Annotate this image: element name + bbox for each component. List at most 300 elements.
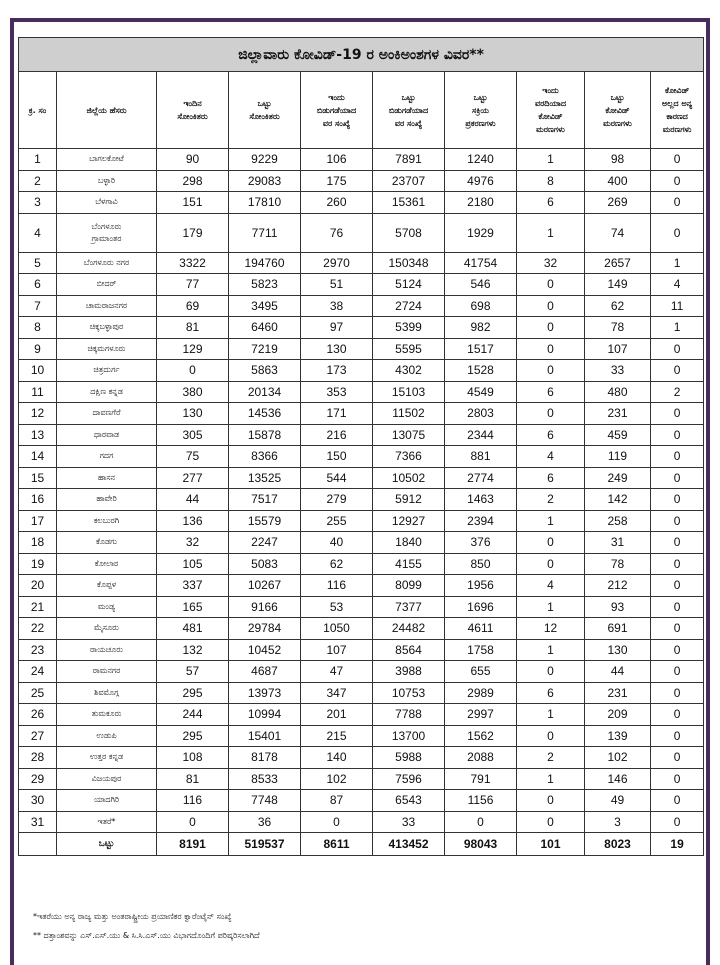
value-cell: 7891 xyxy=(373,149,445,171)
district-name-cell: ಮೈಸೂರು xyxy=(57,618,157,640)
value-cell: 5988 xyxy=(373,747,445,769)
value-cell: 400 xyxy=(585,170,651,192)
value-cell: 6 xyxy=(517,682,585,704)
value-cell: 7219 xyxy=(229,338,301,360)
value-cell: 1840 xyxy=(373,532,445,554)
total-value-cell: 8191 xyxy=(157,833,229,856)
district-name-cell: ಬಳ್ಳಾರಿ xyxy=(57,170,157,192)
value-cell: 481 xyxy=(157,618,229,640)
value-cell: 3322 xyxy=(157,252,229,274)
value-cell: 0 xyxy=(651,489,704,511)
table-row xyxy=(19,575,704,597)
table-row xyxy=(19,510,704,532)
value-cell: 212 xyxy=(585,575,651,597)
value-cell: 13075 xyxy=(373,424,445,446)
value-cell: 8366 xyxy=(229,446,301,468)
value-cell: 105 xyxy=(157,553,229,575)
table-row xyxy=(19,403,704,425)
serial-cell: 20 xyxy=(19,575,57,597)
value-cell: 380 xyxy=(157,381,229,403)
value-cell: 5083 xyxy=(229,553,301,575)
value-cell: 480 xyxy=(585,381,651,403)
value-cell: 6 xyxy=(517,424,585,446)
table-row xyxy=(19,596,704,618)
table-row xyxy=(19,489,704,511)
value-cell: 7596 xyxy=(373,768,445,790)
value-cell: 0 xyxy=(651,682,704,704)
serial-cell: 3 xyxy=(19,192,57,214)
value-cell: 982 xyxy=(445,317,517,339)
value-cell: 0 xyxy=(517,338,585,360)
serial-cell: 18 xyxy=(19,532,57,554)
district-name-cell: ಉಡುಪಿ xyxy=(57,725,157,747)
column-header: ಇಂದಿನ ಸೋಂಕಿತರು xyxy=(157,72,229,149)
value-cell: 0 xyxy=(651,661,704,683)
value-cell: 130 xyxy=(301,338,373,360)
value-cell: 75 xyxy=(157,446,229,468)
value-cell: 1 xyxy=(517,596,585,618)
table-row xyxy=(19,338,704,360)
total-value-cell xyxy=(19,833,57,856)
total-value-cell: 98043 xyxy=(445,833,517,856)
value-cell: 146 xyxy=(585,768,651,790)
value-cell: 44 xyxy=(157,489,229,511)
value-cell: 0 xyxy=(651,213,704,252)
value-cell: 44 xyxy=(585,661,651,683)
value-cell: 142 xyxy=(585,489,651,511)
value-cell: 1696 xyxy=(445,596,517,618)
column-header: ಇಂದು ವರದಿಯಾದ ಕೋವಿಡ್ ಮರಣಗಳು xyxy=(517,72,585,149)
value-cell: 33 xyxy=(373,811,445,833)
value-cell: 132 xyxy=(157,639,229,661)
value-cell: 0 xyxy=(517,661,585,683)
value-cell: 8099 xyxy=(373,575,445,597)
table-row xyxy=(19,747,704,769)
value-cell: 1 xyxy=(517,704,585,726)
value-cell: 5823 xyxy=(229,274,301,296)
value-cell: 3 xyxy=(585,811,651,833)
district-name-cell: ಇತರೆ* xyxy=(57,811,157,833)
value-cell: 260 xyxy=(301,192,373,214)
total-value-cell: 8023 xyxy=(585,833,651,856)
value-cell: 0 xyxy=(517,274,585,296)
value-cell: 279 xyxy=(301,489,373,511)
value-cell: 2989 xyxy=(445,682,517,704)
total-value-cell: 519537 xyxy=(229,833,301,856)
value-cell: 13525 xyxy=(229,467,301,489)
serial-cell: 31 xyxy=(19,811,57,833)
value-cell: 4 xyxy=(517,446,585,468)
value-cell: 8564 xyxy=(373,639,445,661)
district-name-cell: ಬೆಂಗಳೂರು ಗ್ರಾಮಾಂತರ xyxy=(57,213,157,252)
value-cell: 77 xyxy=(157,274,229,296)
value-cell: 1 xyxy=(651,252,704,274)
value-cell: 0 xyxy=(651,553,704,575)
footnote-data-source: ** ದತ್ತಾಂಶವನ್ನು ಎಸ್.ಎಸ್.ಯು & ಸಿ.ಸಿ.ಎಸ್.ಯು ವಿಭಾಗದೊಂದಿಗೆ ಪರಿಷ್ಕರಿಸಲಾಗಿದೆ xyxy=(33,931,260,940)
table-row xyxy=(19,704,704,726)
value-cell: 0 xyxy=(651,639,704,661)
value-cell: 11 xyxy=(651,295,704,317)
value-cell: 1463 xyxy=(445,489,517,511)
value-cell: 8533 xyxy=(229,768,301,790)
value-cell: 216 xyxy=(301,424,373,446)
table-row xyxy=(19,682,704,704)
value-cell: 1 xyxy=(517,213,585,252)
value-cell: 0 xyxy=(651,510,704,532)
district-name-cell: ಚಿತ್ರದುರ್ಗ xyxy=(57,360,157,382)
value-cell: 850 xyxy=(445,553,517,575)
serial-cell: 12 xyxy=(19,403,57,425)
value-cell: 655 xyxy=(445,661,517,683)
table-row xyxy=(19,553,704,575)
table-row xyxy=(19,252,704,274)
serial-cell: 27 xyxy=(19,725,57,747)
district-name-cell: ಬೀದರ್ xyxy=(57,274,157,296)
table-body xyxy=(19,149,704,856)
value-cell: 0 xyxy=(517,725,585,747)
value-cell: 0 xyxy=(301,811,373,833)
district-name-cell: ರಾಮನಗರ xyxy=(57,661,157,683)
table-row xyxy=(19,360,704,382)
value-cell: 36 xyxy=(229,811,301,833)
value-cell: 0 xyxy=(157,811,229,833)
value-cell: 78 xyxy=(585,553,651,575)
district-name-cell: ಕಲಬುರಗಿ xyxy=(57,510,157,532)
value-cell: 194760 xyxy=(229,252,301,274)
value-cell: 119 xyxy=(585,446,651,468)
district-name-cell: ಚಾಮರಾಜನಗರ xyxy=(57,295,157,317)
value-cell: 6460 xyxy=(229,317,301,339)
value-cell: 0 xyxy=(157,360,229,382)
value-cell: 791 xyxy=(445,768,517,790)
table-row xyxy=(19,811,704,833)
value-cell: 136 xyxy=(157,510,229,532)
serial-cell: 10 xyxy=(19,360,57,382)
value-cell: 6 xyxy=(517,192,585,214)
value-cell: 40 xyxy=(301,532,373,554)
serial-cell: 25 xyxy=(19,682,57,704)
value-cell: 5124 xyxy=(373,274,445,296)
district-name-cell: ಮಂಡ್ಯ xyxy=(57,596,157,618)
value-cell: 33 xyxy=(585,360,651,382)
value-cell: 7366 xyxy=(373,446,445,468)
value-cell: 0 xyxy=(651,768,704,790)
value-cell: 7517 xyxy=(229,489,301,511)
serial-cell: 2 xyxy=(19,170,57,192)
value-cell: 0 xyxy=(517,403,585,425)
value-cell: 0 xyxy=(517,790,585,812)
district-name-cell: ಬಾಗಲಕೋಟೆ xyxy=(57,149,157,171)
value-cell: 7711 xyxy=(229,213,301,252)
value-cell: 98 xyxy=(585,149,651,171)
district-name-cell: ಚಿಕ್ಕಬಳ್ಳಾಪುರ xyxy=(57,317,157,339)
value-cell: 102 xyxy=(301,768,373,790)
value-cell: 0 xyxy=(517,317,585,339)
serial-cell: 24 xyxy=(19,661,57,683)
total-label-cell: ಒಟ್ಟು xyxy=(57,833,157,856)
value-cell: 15579 xyxy=(229,510,301,532)
value-cell: 546 xyxy=(445,274,517,296)
value-cell: 20134 xyxy=(229,381,301,403)
value-cell: 106 xyxy=(301,149,373,171)
value-cell: 87 xyxy=(301,790,373,812)
serial-cell: 1 xyxy=(19,149,57,171)
value-cell: 0 xyxy=(651,467,704,489)
value-cell: 10502 xyxy=(373,467,445,489)
value-cell: 1 xyxy=(517,768,585,790)
value-cell: 0 xyxy=(517,360,585,382)
value-cell: 1050 xyxy=(301,618,373,640)
table-row xyxy=(19,467,704,489)
district-name-cell: ಕೋಲಾರ xyxy=(57,553,157,575)
value-cell: 3988 xyxy=(373,661,445,683)
district-name-cell: ದಾವಣಗೆರೆ xyxy=(57,403,157,425)
district-name-cell: ಬೆಳಗಾವಿ xyxy=(57,192,157,214)
table-row xyxy=(19,446,704,468)
value-cell: 11502 xyxy=(373,403,445,425)
value-cell: 0 xyxy=(517,811,585,833)
value-cell: 107 xyxy=(301,639,373,661)
district-name-cell: ಕೊಪ್ಪಳ xyxy=(57,575,157,597)
serial-cell: 13 xyxy=(19,424,57,446)
value-cell: 41754 xyxy=(445,252,517,274)
value-cell: 1528 xyxy=(445,360,517,382)
value-cell: 74 xyxy=(585,213,651,252)
table-row xyxy=(19,532,704,554)
value-cell: 1956 xyxy=(445,575,517,597)
value-cell: 881 xyxy=(445,446,517,468)
value-cell: 173 xyxy=(301,360,373,382)
value-cell: 544 xyxy=(301,467,373,489)
total-value-cell: 8611 xyxy=(301,833,373,856)
value-cell: 0 xyxy=(651,811,704,833)
column-header: ಒಟ್ಟು ಕೋವಿಡ್ ಮರಣಗಳು xyxy=(585,72,651,149)
value-cell: 0 xyxy=(517,295,585,317)
value-cell: 116 xyxy=(301,575,373,597)
district-name-cell: ಯಾದಗಿರಿ xyxy=(57,790,157,812)
value-cell: 698 xyxy=(445,295,517,317)
district-name-cell: ಕೊಡಗು xyxy=(57,532,157,554)
table-row xyxy=(19,192,704,214)
column-header: ಕೋವಿಡ್ ಅಲ್ಲದ ಅನ್ಯ ಕಾರಣದ ಮರಣಗಳು xyxy=(651,72,704,149)
value-cell: 691 xyxy=(585,618,651,640)
table-row xyxy=(19,149,704,171)
value-cell: 32 xyxy=(517,252,585,274)
value-cell: 15103 xyxy=(373,381,445,403)
value-cell: 2803 xyxy=(445,403,517,425)
total-row xyxy=(19,833,704,856)
value-cell: 2774 xyxy=(445,467,517,489)
column-header: ಜಿಲ್ಲೆಯ ಹೆಸರು xyxy=(57,72,157,149)
value-cell: 3495 xyxy=(229,295,301,317)
value-cell: 78 xyxy=(585,317,651,339)
value-cell: 0 xyxy=(651,170,704,192)
serial-cell: 16 xyxy=(19,489,57,511)
total-value-cell: 19 xyxy=(651,833,704,856)
value-cell: 31 xyxy=(585,532,651,554)
stats-table-container xyxy=(18,37,703,856)
value-cell: 13973 xyxy=(229,682,301,704)
value-cell: 175 xyxy=(301,170,373,192)
total-value-cell: 101 xyxy=(517,833,585,856)
serial-cell: 29 xyxy=(19,768,57,790)
value-cell: 4611 xyxy=(445,618,517,640)
serial-cell: 23 xyxy=(19,639,57,661)
table-row xyxy=(19,725,704,747)
value-cell: 258 xyxy=(585,510,651,532)
district-name-cell: ಶಿವಮೊಗ್ಗ xyxy=(57,682,157,704)
value-cell: 29784 xyxy=(229,618,301,640)
value-cell: 7788 xyxy=(373,704,445,726)
table-row xyxy=(19,768,704,790)
value-cell: 7377 xyxy=(373,596,445,618)
value-cell: 51 xyxy=(301,274,373,296)
value-cell: 81 xyxy=(157,317,229,339)
value-cell: 29083 xyxy=(229,170,301,192)
district-name-cell: ಹಾಸನ xyxy=(57,467,157,489)
value-cell: 2344 xyxy=(445,424,517,446)
serial-cell: 30 xyxy=(19,790,57,812)
value-cell: 277 xyxy=(157,467,229,489)
value-cell: 1929 xyxy=(445,213,517,252)
value-cell: 244 xyxy=(157,704,229,726)
column-header: ಒಟ್ಟು ಸೋಂಕಿತರು xyxy=(229,72,301,149)
value-cell: 4 xyxy=(517,575,585,597)
district-name-cell: ದಕ್ಷಿಣ ಕನ್ನಡ xyxy=(57,381,157,403)
value-cell: 2 xyxy=(517,747,585,769)
serial-cell: 15 xyxy=(19,467,57,489)
value-cell: 0 xyxy=(651,532,704,554)
value-cell: 17810 xyxy=(229,192,301,214)
district-name-cell: ಚಿಕ್ಕಮಗಳೂರು xyxy=(57,338,157,360)
value-cell: 12 xyxy=(517,618,585,640)
value-cell: 0 xyxy=(651,360,704,382)
column-header: ಒಟ್ಟು ಸಕ್ರಿಯ ಪ್ರಕರಣಗಳು xyxy=(445,72,517,149)
value-cell: 1758 xyxy=(445,639,517,661)
value-cell: 347 xyxy=(301,682,373,704)
serial-cell: 22 xyxy=(19,618,57,640)
table-row xyxy=(19,213,704,252)
value-cell: 62 xyxy=(301,553,373,575)
serial-cell: 14 xyxy=(19,446,57,468)
value-cell: 2 xyxy=(651,381,704,403)
table-row xyxy=(19,295,704,317)
district-name-cell: ಗದಗ xyxy=(57,446,157,468)
value-cell: 1 xyxy=(651,317,704,339)
value-cell: 1562 xyxy=(445,725,517,747)
value-cell: 179 xyxy=(157,213,229,252)
value-cell: 150348 xyxy=(373,252,445,274)
value-cell: 215 xyxy=(301,725,373,747)
value-cell: 0 xyxy=(651,446,704,468)
value-cell: 90 xyxy=(157,149,229,171)
value-cell: 5863 xyxy=(229,360,301,382)
value-cell: 5595 xyxy=(373,338,445,360)
value-cell: 0 xyxy=(651,149,704,171)
table-row xyxy=(19,317,704,339)
value-cell: 1156 xyxy=(445,790,517,812)
district-name-cell: ಉತ್ತರ ಕನ್ನಡ xyxy=(57,747,157,769)
value-cell: 459 xyxy=(585,424,651,446)
value-cell: 81 xyxy=(157,768,229,790)
value-cell: 10753 xyxy=(373,682,445,704)
district-stats-table xyxy=(18,37,704,856)
value-cell: 6543 xyxy=(373,790,445,812)
value-cell: 15878 xyxy=(229,424,301,446)
value-cell: 209 xyxy=(585,704,651,726)
value-cell: 24482 xyxy=(373,618,445,640)
serial-cell: 26 xyxy=(19,704,57,726)
value-cell: 5912 xyxy=(373,489,445,511)
value-cell: 337 xyxy=(157,575,229,597)
value-cell: 69 xyxy=(157,295,229,317)
value-cell: 38 xyxy=(301,295,373,317)
value-cell: 6 xyxy=(517,467,585,489)
value-cell: 0 xyxy=(517,532,585,554)
serial-cell: 21 xyxy=(19,596,57,618)
district-name-cell: ಬೆಂಗಳೂರು ನಗರ xyxy=(57,252,157,274)
value-cell: 1 xyxy=(517,639,585,661)
value-cell: 0 xyxy=(651,596,704,618)
table-row xyxy=(19,790,704,812)
district-name-cell: ವಿಜಯಪುರ xyxy=(57,768,157,790)
value-cell: 116 xyxy=(157,790,229,812)
serial-cell: 8 xyxy=(19,317,57,339)
serial-cell: 28 xyxy=(19,747,57,769)
serial-cell: 9 xyxy=(19,338,57,360)
value-cell: 97 xyxy=(301,317,373,339)
value-cell: 249 xyxy=(585,467,651,489)
value-cell: 0 xyxy=(651,725,704,747)
table-row xyxy=(19,170,704,192)
value-cell: 8 xyxy=(517,170,585,192)
value-cell: 0 xyxy=(651,618,704,640)
value-cell: 151 xyxy=(157,192,229,214)
value-cell: 1517 xyxy=(445,338,517,360)
column-header: ಒಟ್ಟು ಬಿಡುಗಡೆಯಾದ ವರ ಸಂಖ್ಯೆ xyxy=(373,72,445,149)
value-cell: 102 xyxy=(585,747,651,769)
value-cell: 0 xyxy=(651,575,704,597)
district-name-cell: ಹಾವೇರಿ xyxy=(57,489,157,511)
value-cell: 2970 xyxy=(301,252,373,274)
value-cell: 2997 xyxy=(445,704,517,726)
serial-cell: 11 xyxy=(19,381,57,403)
value-cell: 2088 xyxy=(445,747,517,769)
value-cell: 107 xyxy=(585,338,651,360)
value-cell: 376 xyxy=(445,532,517,554)
value-cell: 12927 xyxy=(373,510,445,532)
value-cell: 4976 xyxy=(445,170,517,192)
value-cell: 5708 xyxy=(373,213,445,252)
table-row xyxy=(19,661,704,683)
value-cell: 298 xyxy=(157,170,229,192)
table-row xyxy=(19,639,704,661)
value-cell: 269 xyxy=(585,192,651,214)
serial-cell: 7 xyxy=(19,295,57,317)
district-name-cell: ರಾಯಚೂರು xyxy=(57,639,157,661)
value-cell: 47 xyxy=(301,661,373,683)
footnote-others: *ಇತರೆಯು ಅನ್ಯ ರಾಜ್ಯ ಮತ್ತು ಅಂತರಾಷ್ಟ್ರೀಯ ಪ್ರಯಾಣಿಕರ ಕ್ವಾರೆಂಟೈನ್ ಸಂಖ್ಯೆ xyxy=(33,912,232,921)
serial-cell: 5 xyxy=(19,252,57,274)
value-cell: 1240 xyxy=(445,149,517,171)
value-cell: 5399 xyxy=(373,317,445,339)
value-cell: 2180 xyxy=(445,192,517,214)
value-cell: 14536 xyxy=(229,403,301,425)
value-cell: 231 xyxy=(585,682,651,704)
value-cell: 49 xyxy=(585,790,651,812)
value-cell: 2394 xyxy=(445,510,517,532)
value-cell: 4687 xyxy=(229,661,301,683)
